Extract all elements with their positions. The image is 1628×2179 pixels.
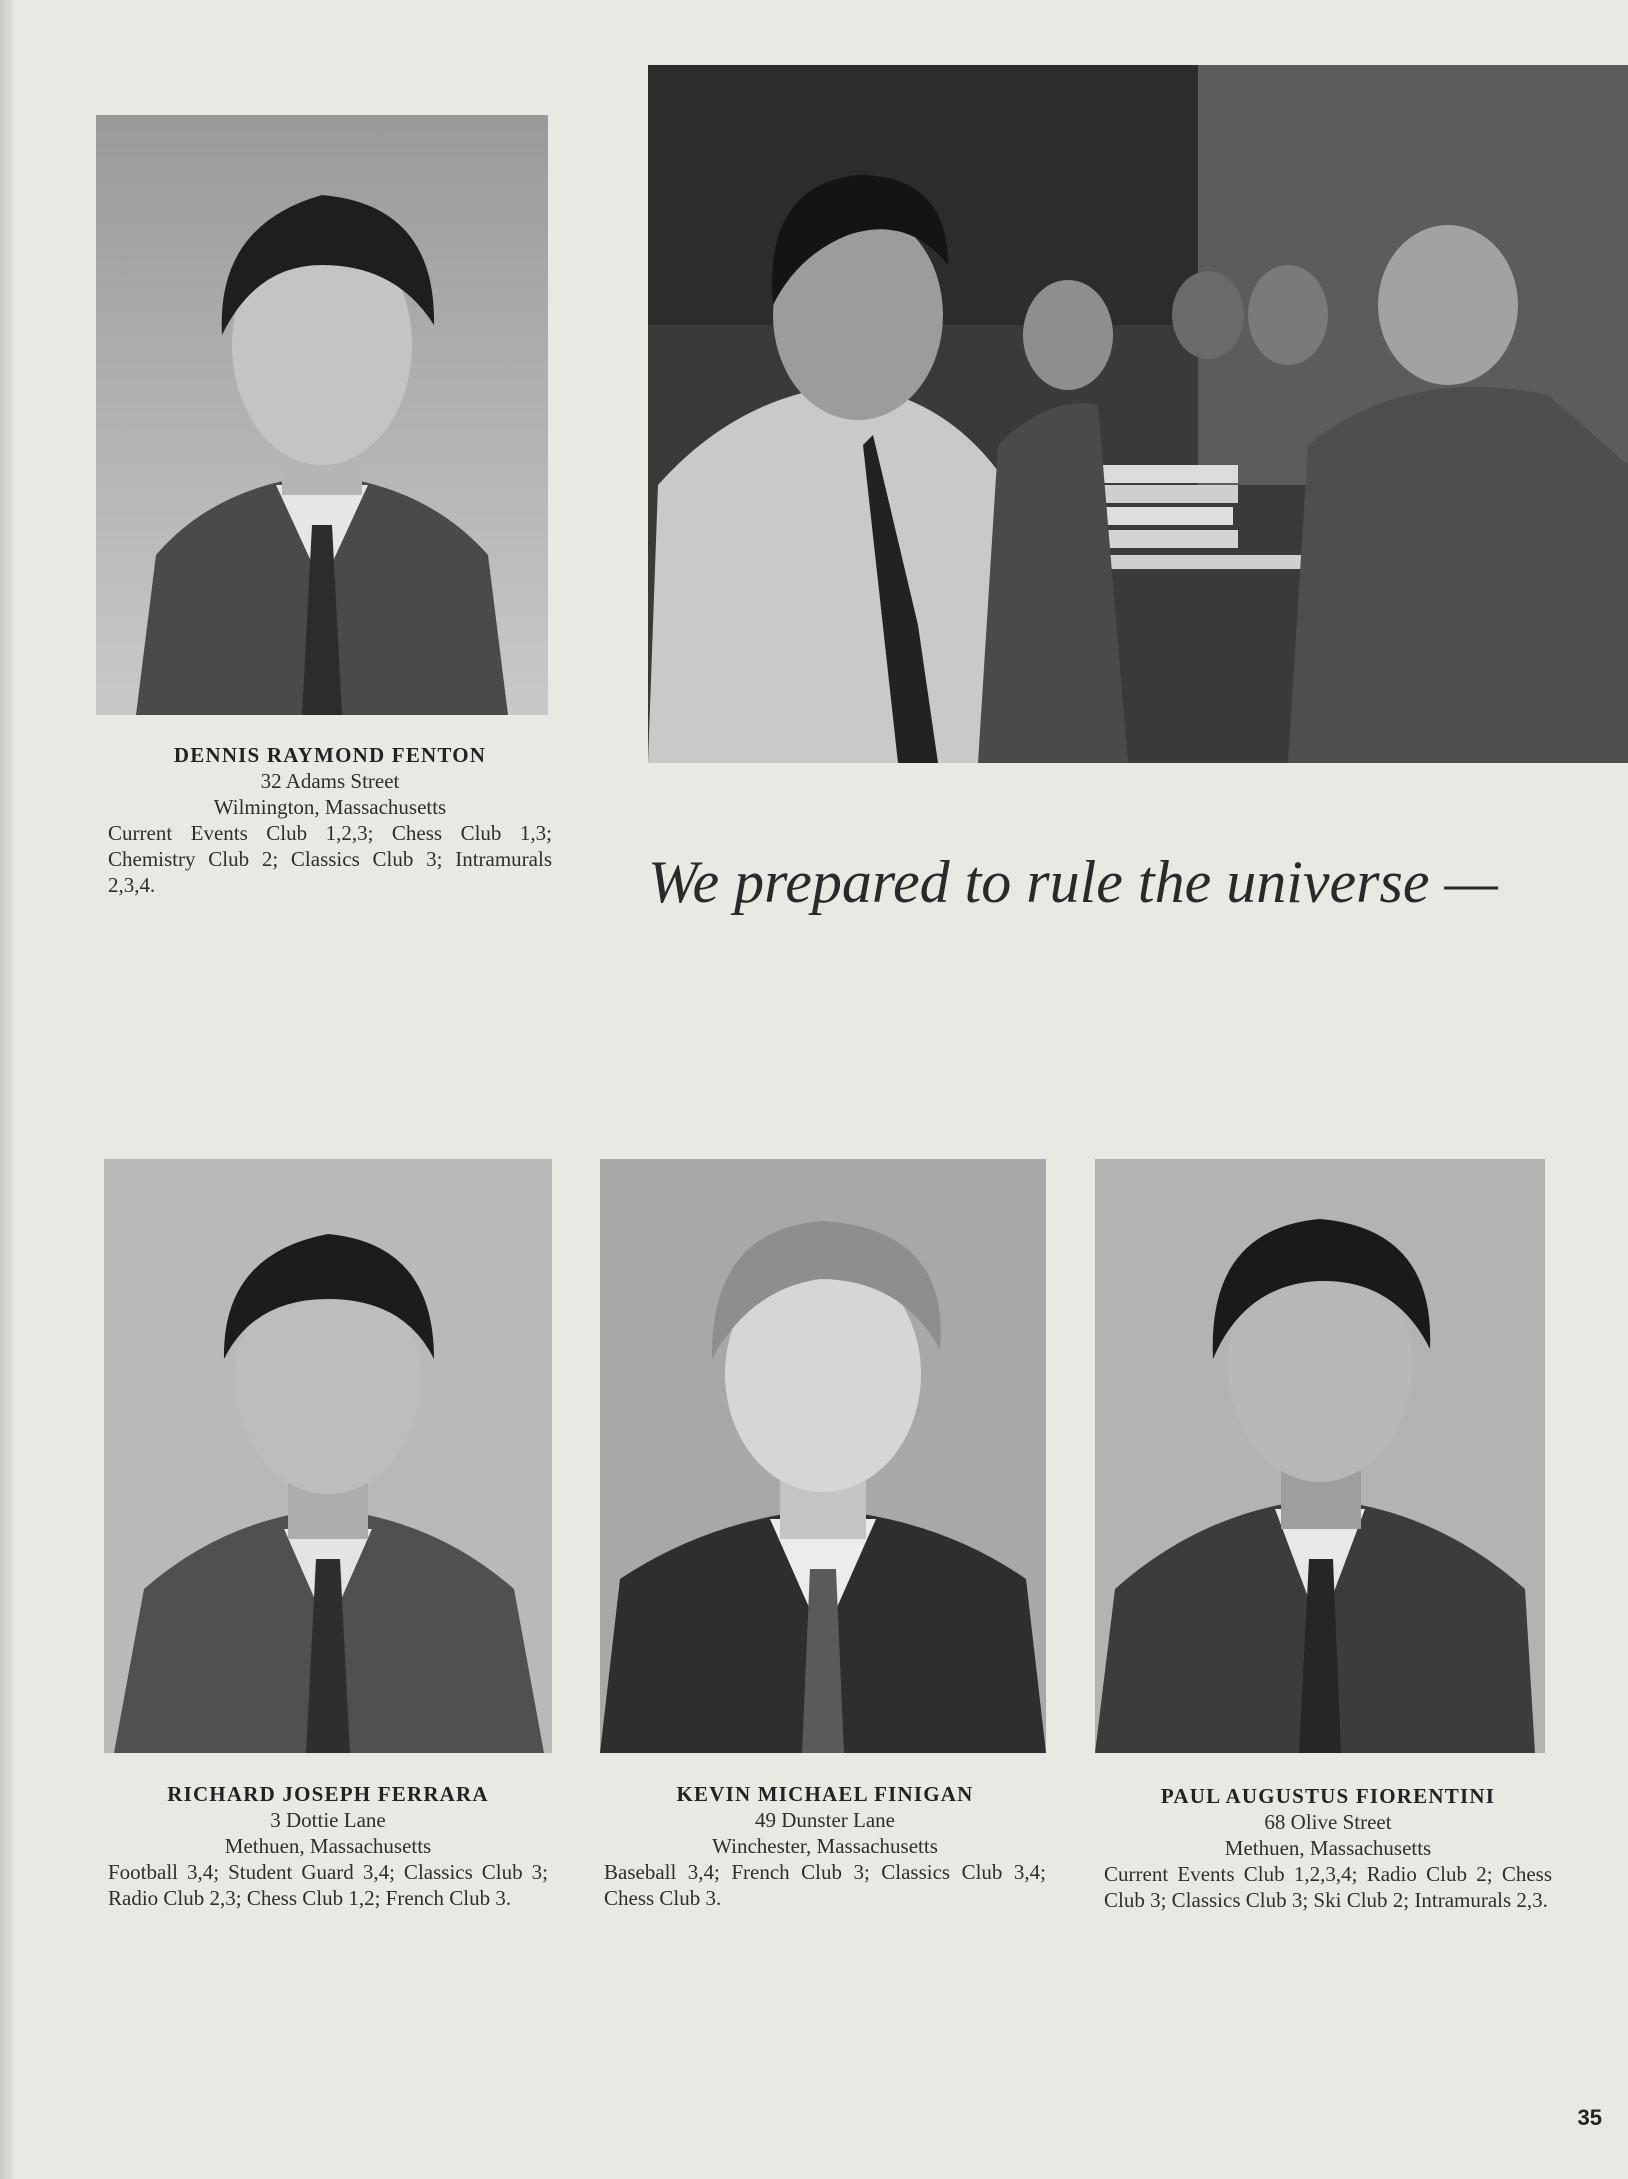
caption-ferrara	[108, 1781, 548, 1911]
classroom-photo	[648, 65, 1628, 763]
student-name: PAUL AUGUSTUS FIORENTINI	[1160, 1784, 1496, 1808]
page-binding-edge	[0, 0, 14, 2179]
portrait-photo-finigan	[600, 1159, 1046, 1753]
student-activities: Current Events Club 1,2,3; Chess Club 1,3; Chemistry Club 2; Classics Club 3; Intramurals 2,3,4.	[108, 821, 552, 897]
portrait-photo-fiorentini	[1095, 1159, 1545, 1753]
page-number: 35	[1577, 2105, 1602, 2130]
student-name: RICHARD JOSEPH FERRARA	[167, 1782, 489, 1806]
student-activities: Football 3,4; Student Guard 3,4; Classics Club 3; Radio Club 2,3; Chess Club 1,2; French Club 3.	[108, 1860, 548, 1910]
student-city: Methuen, Massachusetts	[224, 1834, 432, 1858]
portrait-photo-fenton	[96, 115, 548, 715]
student-activities: Baseball 3,4; French Club 3; Classics Club 3,4; Chess Club 3.	[604, 1860, 1046, 1910]
student-city: Methuen, Massachusetts	[1224, 1836, 1432, 1860]
caption-fenton	[108, 742, 552, 898]
student-street: 49 Dunster Lane	[755, 1808, 895, 1832]
student-city: Winchester, Massachusetts	[712, 1834, 938, 1858]
student-activities: Current Events Club 1,2,3,4; Radio Club 2; Chess Club 3; Classics Club 3; Ski Club 2; Intramurals 2,3.	[1104, 1862, 1552, 1912]
student-street: 3 Dottie Lane	[270, 1808, 386, 1832]
student-street: 32 Adams Street	[260, 769, 400, 793]
student-name: KEVIN MICHAEL FINIGAN	[676, 1782, 974, 1806]
student-street: 68 Olive Street	[1264, 1810, 1392, 1834]
caption-finigan	[604, 1781, 1046, 1911]
student-city: Wilmington, Massachusetts	[213, 795, 447, 819]
page-headline: We prepared to rule the universe —	[648, 849, 1498, 915]
student-name: DENNIS RAYMOND FENTON	[173, 743, 487, 767]
portrait-photo-ferrara	[104, 1159, 552, 1753]
caption-fiorentini	[1104, 1783, 1552, 1913]
